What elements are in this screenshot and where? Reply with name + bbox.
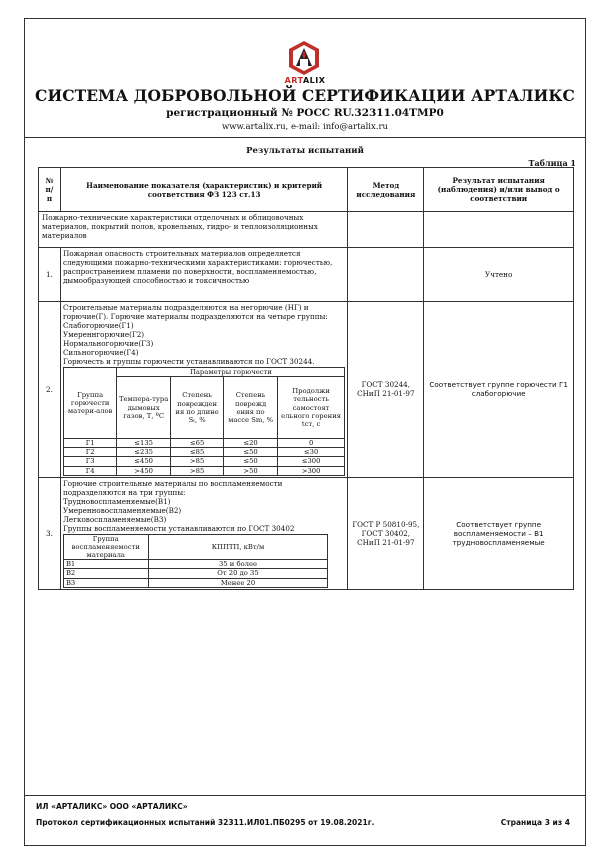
mass-header: Степень поврежд ения по массе Sm, % xyxy=(224,377,277,439)
cell: Г1 xyxy=(63,439,116,448)
table-row xyxy=(39,477,574,589)
row-content xyxy=(60,302,347,478)
footer-page-number: Страница 3 из 4 xyxy=(500,818,570,827)
results-title: Результаты испытаний xyxy=(246,146,364,156)
section-header-cell: Пожарно-технические характеристики отделочных и облицовочных материалов, покрытий полов, кровельных, гидро- и теплоизоляционных материалов xyxy=(39,212,348,248)
cell: 0 xyxy=(277,439,345,448)
cell: Г3 xyxy=(63,457,116,466)
cell: >300 xyxy=(277,466,345,475)
cell: ≤50 xyxy=(224,457,277,466)
flammability-row xyxy=(63,560,328,569)
time-header: Продолжи тельность самостоят ельного горения tᴄᴛ, с xyxy=(277,377,345,439)
header-divider xyxy=(24,137,586,138)
cell: В2 xyxy=(63,569,148,578)
combustibility-row xyxy=(63,439,344,448)
row-method: ГОСТ 30244, СНиП 21-01-97 xyxy=(348,302,424,478)
table-row xyxy=(39,248,574,302)
combustibility-row xyxy=(63,457,344,466)
cell: ≤235 xyxy=(117,448,170,457)
combustibility-row xyxy=(63,466,344,475)
combustibility-table xyxy=(63,367,345,476)
cell: ≤65 xyxy=(170,439,223,448)
col-method-header: Метод исследования xyxy=(348,168,424,212)
table-header-row xyxy=(39,168,574,212)
footer-protocol: Протокол сертификационных испытаний 32311.ИЛ01.ПБ0295 от 19.08.2021г. xyxy=(36,818,375,827)
cell: ≤300 xyxy=(277,457,345,466)
row-method xyxy=(348,248,424,302)
length-header: Степень поврежден ия по длине Sₗ, % xyxy=(170,377,223,439)
flammability-row xyxy=(63,578,328,587)
temp-header: Темпера-тура дымовых газов, Т, ºС xyxy=(117,377,170,439)
artalix-logo-icon xyxy=(287,40,321,76)
row-text: Строительные материалы подразделяются на негорючие (НГ) и горючие(Г). Горючие материалы подразделяются на четыре группы: Слабогорючие(Г1) Умереннгорючие(Г2) Нормальногорючие(Г3) Сильногорючие(Г4) Горючесть и группы горючести устанавливаются по ГОСТ 30244. xyxy=(62,303,328,366)
cell: Г4 xyxy=(63,466,116,475)
section-row xyxy=(39,212,574,248)
row-number: 2. xyxy=(39,302,61,478)
row-result: Соответствует группе горючести Г1 слабогорючие xyxy=(424,302,574,478)
cell: 35 и более xyxy=(148,560,328,569)
cell: ≤50 xyxy=(224,448,277,457)
cell: От 20 до 35 xyxy=(148,569,328,578)
row-text: Пожарная опасность строительных материалов определяется следующими пожарно-техническими характеристиками: горючестью, распространением пламени по поверхности, воспламеняемостью, дымообразующей способностью и токсичностью xyxy=(60,248,347,302)
flammability-table xyxy=(63,534,329,588)
empty-cell xyxy=(348,212,424,248)
cell: ≤85 xyxy=(170,448,223,457)
col-result-header: Результат испытания (наблюдения) и/или вывод о соответствии xyxy=(424,168,574,212)
group-header: Группа воспламеняемости материала xyxy=(63,534,148,559)
cell: ≤450 xyxy=(117,457,170,466)
cell: Г2 xyxy=(63,448,116,457)
table-row xyxy=(39,302,574,478)
brand-wordmark: ARTALIX xyxy=(284,76,326,85)
empty-cell xyxy=(424,212,574,248)
cell: В1 xyxy=(63,560,148,569)
footer-lab: ИЛ «АРТАЛИКС» ООО «АРТАЛИКС» xyxy=(36,802,188,811)
registration-number: регистрационный № РОСС RU.32311.04ТМР0 xyxy=(166,107,444,119)
params-header: Параметры горючести xyxy=(117,368,345,377)
flammability-row xyxy=(63,569,328,578)
cell: >85 xyxy=(170,466,223,475)
row-result: Учтено xyxy=(424,248,574,302)
cell: В3 xyxy=(63,578,148,587)
row-number: 3. xyxy=(39,477,61,589)
col-num-header: № п/ п xyxy=(39,168,61,212)
row-method: ГОСТ Р 50810-95, ГОСТ 30402, СНиП 21-01-97 xyxy=(348,477,424,589)
row-result: Соответствует группе воспламеняемости – В1 трудновоспламеняемые xyxy=(424,477,574,589)
results-table xyxy=(38,167,574,590)
group-header: Группа горючести матери-алов xyxy=(63,368,116,439)
cell: >85 xyxy=(170,457,223,466)
row-text: Горючие строительные материалы по воспламеняемости подразделяются на три группы: Трудновоспламеняемые(В1) Умеренновоспламеняемые(В2) Легковоспламеняемые(В3) Группы воспламеняемости устанавливаются по ГОСТ 30402 xyxy=(62,478,295,533)
cell: ≤20 xyxy=(224,439,277,448)
combustibility-row xyxy=(63,448,344,457)
footer-divider xyxy=(24,795,586,796)
cell: >50 xyxy=(224,466,277,475)
cell: >450 xyxy=(117,466,170,475)
row-number: 1. xyxy=(39,248,61,302)
table-number: Таблица 1 xyxy=(528,158,576,168)
system-title: СИСТЕМА ДОБРОВОЛЬНОЙ СЕРТИФИКАЦИИ АРТАЛИКС xyxy=(35,86,575,105)
col-name-header: Наименование показателя (характеристик) и критерий соответствия ФЗ 123 ст.13 xyxy=(60,168,347,212)
cell: ≤135 xyxy=(117,439,170,448)
cell: Менее 20 xyxy=(148,578,328,587)
row-content xyxy=(60,477,347,589)
web-contacts: www.artalix.ru, e-mail: info@artalix.ru xyxy=(221,122,389,132)
cell: ≤30 xyxy=(277,448,345,457)
value-header: КППТП, кВт/м xyxy=(148,534,328,559)
